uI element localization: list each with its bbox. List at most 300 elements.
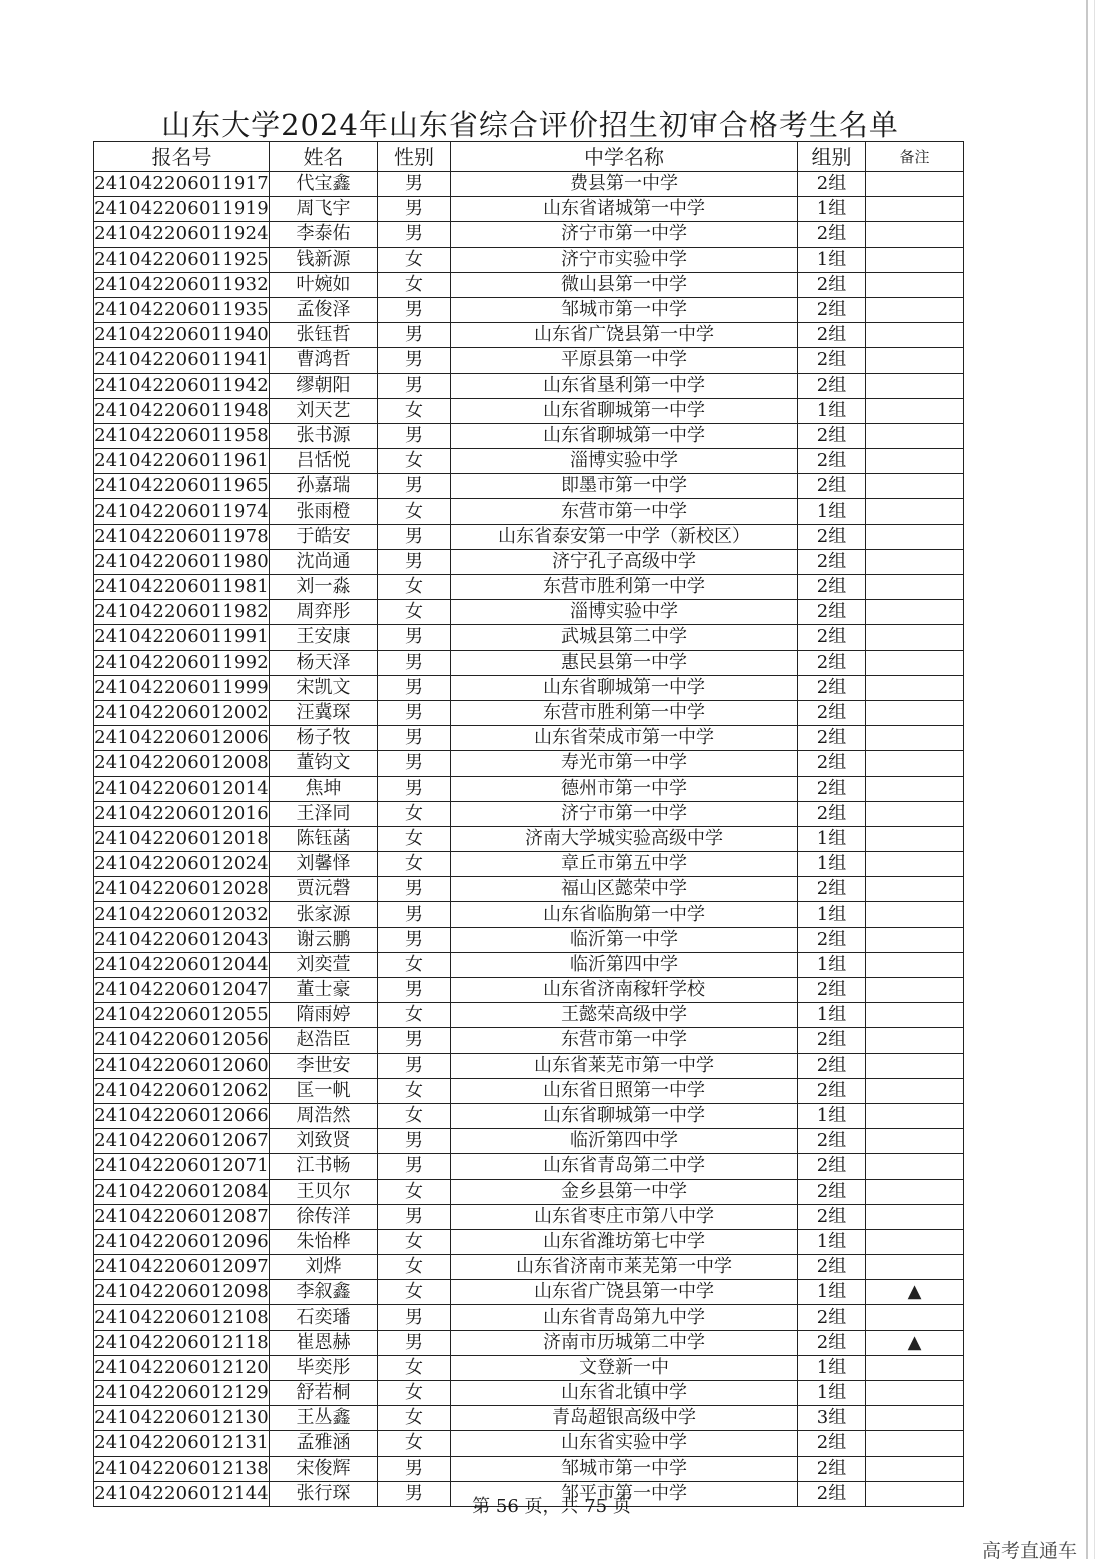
cell-group: 1组	[798, 1280, 866, 1305]
cell-school: 济宁市实验中学	[451, 247, 798, 272]
cell-name: 宋俊辉	[270, 1456, 378, 1481]
cell-name: 董士豪	[270, 978, 378, 1003]
cell-name: 吕恬悦	[270, 449, 378, 474]
cell-group: 2组	[798, 801, 866, 826]
cell-school: 山东省诸城第一中学	[451, 197, 798, 222]
cell-gender: 男	[378, 1330, 451, 1355]
cell-registration-no: 241042206012008	[94, 751, 270, 776]
cell-registration-no: 241042206011978	[94, 524, 270, 549]
cell-registration-no: 241042206012120	[94, 1355, 270, 1380]
cell-gender: 男	[378, 172, 451, 197]
cell-name: 王安康	[270, 625, 378, 650]
cell-school: 邹平市第一中学	[451, 1481, 798, 1506]
candidate-table	[93, 141, 964, 1507]
cell-name: 谢云鹏	[270, 927, 378, 952]
cell-gender: 女	[378, 499, 451, 524]
cell-school: 东营市第一中学	[451, 499, 798, 524]
cell-remark	[866, 222, 964, 247]
cell-gender: 女	[378, 952, 451, 977]
cell-gender: 女	[378, 600, 451, 625]
table-row	[94, 1330, 964, 1355]
cell-name: 匡一帆	[270, 1078, 378, 1103]
header-name: 姓名	[270, 142, 378, 172]
cell-group: 1组	[798, 852, 866, 877]
cell-school: 平原县第一中学	[451, 348, 798, 373]
cell-registration-no: 241042206012047	[94, 978, 270, 1003]
cell-remark	[866, 172, 964, 197]
cell-name: 江书畅	[270, 1154, 378, 1179]
cell-gender: 男	[378, 675, 451, 700]
cell-group: 2组	[798, 700, 866, 725]
table-row	[94, 1280, 964, 1305]
cell-gender: 男	[378, 776, 451, 801]
cell-name: 赵浩臣	[270, 1028, 378, 1053]
cell-remark	[866, 625, 964, 650]
cell-registration-no: 241042206012129	[94, 1381, 270, 1406]
table-row	[94, 323, 964, 348]
cell-group: 2组	[798, 1481, 866, 1506]
table-row	[94, 1406, 964, 1431]
cell-name: 徐传洋	[270, 1204, 378, 1229]
cell-name: 张家源	[270, 902, 378, 927]
cell-remark	[866, 247, 964, 272]
cell-remark	[866, 726, 964, 751]
cell-registration-no: 241042206012096	[94, 1229, 270, 1254]
cell-school: 山东省实验中学	[451, 1431, 798, 1456]
table-row	[94, 524, 964, 549]
table-row	[94, 952, 964, 977]
cell-registration-no: 241042206012087	[94, 1204, 270, 1229]
cell-registration-no: 241042206011999	[94, 675, 270, 700]
cell-registration-no: 241042206011982	[94, 600, 270, 625]
cell-name: 代宝鑫	[270, 172, 378, 197]
table-row	[94, 700, 964, 725]
cell-gender: 男	[378, 1204, 451, 1229]
cell-gender: 男	[378, 726, 451, 751]
cell-name: 张行琛	[270, 1481, 378, 1506]
cell-remark	[866, 1229, 964, 1254]
cell-remark	[866, 1431, 964, 1456]
cell-remark	[866, 1003, 964, 1028]
cell-group: 3组	[798, 1406, 866, 1431]
scan-edge-line	[1086, 0, 1088, 1559]
cell-school: 济宁市第一中学	[451, 222, 798, 247]
cell-group: 2组	[798, 323, 866, 348]
cell-gender: 男	[378, 1305, 451, 1330]
cell-gender: 女	[378, 1003, 451, 1028]
cell-name: 李泰佑	[270, 222, 378, 247]
cell-name: 李世安	[270, 1053, 378, 1078]
cell-school: 费县第一中学	[451, 172, 798, 197]
cell-school: 福山区懿荣中学	[451, 877, 798, 902]
cell-school: 寿光市第一中学	[451, 751, 798, 776]
table-row	[94, 499, 964, 524]
cell-remark	[866, 549, 964, 574]
table-row	[94, 272, 964, 297]
cell-remark	[866, 1028, 964, 1053]
remark-triangle-marker: ▲	[866, 1330, 964, 1355]
cell-name: 刘天艺	[270, 398, 378, 423]
cell-remark	[866, 1406, 964, 1431]
cell-school: 临沂第四中学	[451, 952, 798, 977]
cell-school: 山东省荣成市第一中学	[451, 726, 798, 751]
cell-gender: 男	[378, 348, 451, 373]
cell-name: 刘烨	[270, 1255, 378, 1280]
cell-school: 即墨市第一中学	[451, 474, 798, 499]
cell-remark	[866, 499, 964, 524]
cell-group: 1组	[798, 499, 866, 524]
cell-remark	[866, 1456, 964, 1481]
cell-group: 2组	[798, 650, 866, 675]
cell-group: 2组	[798, 1456, 866, 1481]
cell-group: 1组	[798, 952, 866, 977]
cell-school: 临沂第四中学	[451, 1129, 798, 1154]
table-row	[94, 852, 964, 877]
cell-remark	[866, 423, 964, 448]
cell-gender: 男	[378, 222, 451, 247]
cell-remark	[866, 801, 964, 826]
table-row	[94, 1103, 964, 1128]
cell-group: 2组	[798, 575, 866, 600]
cell-gender: 男	[378, 751, 451, 776]
cell-name: 杨天泽	[270, 650, 378, 675]
table-body	[94, 172, 964, 1507]
cell-registration-no: 241042206012071	[94, 1154, 270, 1179]
table-row	[94, 1229, 964, 1254]
cell-gender: 男	[378, 1481, 451, 1506]
cell-gender: 男	[378, 1053, 451, 1078]
table-row	[94, 398, 964, 423]
cell-group: 1组	[798, 1003, 866, 1028]
cell-gender: 女	[378, 801, 451, 826]
table-row	[94, 902, 964, 927]
header-registration-no: 报名号	[94, 142, 270, 172]
cell-group: 1组	[798, 1381, 866, 1406]
remark-triangle-marker: ▲	[866, 1280, 964, 1305]
cell-registration-no: 241042206012002	[94, 700, 270, 725]
table-row	[94, 978, 964, 1003]
cell-school: 邹城市第一中学	[451, 297, 798, 322]
table-row	[94, 1154, 964, 1179]
table-row	[94, 1355, 964, 1380]
table-row	[94, 1129, 964, 1154]
cell-registration-no: 241042206011961	[94, 449, 270, 474]
cell-group: 2组	[798, 222, 866, 247]
header-school: 中学名称	[451, 142, 798, 172]
cell-gender: 女	[378, 1078, 451, 1103]
cell-gender: 女	[378, 1103, 451, 1128]
table-row	[94, 1204, 964, 1229]
cell-remark	[866, 449, 964, 474]
cell-remark	[866, 1129, 964, 1154]
cell-name: 周飞宇	[270, 197, 378, 222]
cell-gender: 男	[378, 650, 451, 675]
cell-registration-no: 241042206012028	[94, 877, 270, 902]
table-row	[94, 474, 964, 499]
cell-remark	[866, 776, 964, 801]
cell-gender: 女	[378, 1179, 451, 1204]
cell-registration-no: 241042206012067	[94, 1129, 270, 1154]
table-row	[94, 348, 964, 373]
cell-remark	[866, 650, 964, 675]
cell-name: 曹鸿哲	[270, 348, 378, 373]
cell-group: 2组	[798, 373, 866, 398]
cell-gender: 男	[378, 373, 451, 398]
cell-group: 2组	[798, 726, 866, 751]
cell-registration-no: 241042206012060	[94, 1053, 270, 1078]
table-row	[94, 1305, 964, 1330]
cell-school: 山东省日照第一中学	[451, 1078, 798, 1103]
cell-group: 1组	[798, 902, 866, 927]
watermark-text: 高考直通车	[981, 1540, 1077, 1562]
cell-remark	[866, 751, 964, 776]
cell-remark	[866, 1179, 964, 1204]
table-row	[94, 927, 964, 952]
table-row	[94, 247, 964, 272]
cell-registration-no: 241042206011992	[94, 650, 270, 675]
cell-name: 崔恩赫	[270, 1330, 378, 1355]
cell-name: 孟俊泽	[270, 297, 378, 322]
cell-gender: 男	[378, 323, 451, 348]
cell-gender: 女	[378, 1255, 451, 1280]
cell-school: 济南大学城实验高级中学	[451, 826, 798, 851]
cell-group: 2组	[798, 1330, 866, 1355]
cell-gender: 男	[378, 549, 451, 574]
table-row	[94, 297, 964, 322]
cell-name: 刘一淼	[270, 575, 378, 600]
cell-group: 1组	[798, 197, 866, 222]
cell-group: 2组	[798, 1078, 866, 1103]
cell-remark	[866, 1381, 964, 1406]
cell-school: 青岛超银高级中学	[451, 1406, 798, 1431]
header-remark: 备注	[866, 142, 964, 172]
cell-school: 济宁市第一中学	[451, 801, 798, 826]
cell-name: 周弈彤	[270, 600, 378, 625]
cell-gender: 女	[378, 272, 451, 297]
cell-gender: 女	[378, 1355, 451, 1380]
cell-name: 张雨橙	[270, 499, 378, 524]
cell-gender: 女	[378, 398, 451, 423]
table-row	[94, 423, 964, 448]
cell-registration-no: 241042206012066	[94, 1103, 270, 1128]
cell-registration-no: 241042206012138	[94, 1456, 270, 1481]
cell-name: 舒若桐	[270, 1381, 378, 1406]
cell-registration-no: 241042206012014	[94, 776, 270, 801]
cell-group: 2组	[798, 625, 866, 650]
cell-group: 2组	[798, 474, 866, 499]
cell-registration-no: 241042206011958	[94, 423, 270, 448]
cell-gender: 男	[378, 700, 451, 725]
cell-registration-no: 241042206012016	[94, 801, 270, 826]
cell-school: 惠民县第一中学	[451, 650, 798, 675]
cell-name: 朱怡桦	[270, 1229, 378, 1254]
cell-gender: 男	[378, 423, 451, 448]
cell-name: 钱新源	[270, 247, 378, 272]
cell-registration-no: 241042206012098	[94, 1280, 270, 1305]
cell-group: 2组	[798, 1179, 866, 1204]
cell-name: 王丛鑫	[270, 1406, 378, 1431]
cell-registration-no: 241042206012024	[94, 852, 270, 877]
cell-group: 2组	[798, 423, 866, 448]
table-row	[94, 1255, 964, 1280]
table-row	[94, 877, 964, 902]
table-row	[94, 1003, 964, 1028]
cell-name: 焦坤	[270, 776, 378, 801]
cell-gender: 女	[378, 826, 451, 851]
cell-group: 2组	[798, 1305, 866, 1330]
cell-remark	[866, 348, 964, 373]
cell-remark	[866, 398, 964, 423]
cell-registration-no: 241042206012118	[94, 1330, 270, 1355]
cell-gender: 男	[378, 1154, 451, 1179]
cell-school: 东营市胜利第一中学	[451, 575, 798, 600]
cell-school: 邹城市第一中学	[451, 1456, 798, 1481]
cell-school: 山东省济南稼轩学校	[451, 978, 798, 1003]
cell-registration-no: 241042206011917	[94, 172, 270, 197]
cell-registration-no: 241042206012044	[94, 952, 270, 977]
cell-gender: 女	[378, 1406, 451, 1431]
cell-registration-no: 241042206011991	[94, 625, 270, 650]
cell-remark	[866, 675, 964, 700]
cell-name: 隋雨婷	[270, 1003, 378, 1028]
table-row	[94, 549, 964, 574]
cell-school: 武城县第二中学	[451, 625, 798, 650]
table-row	[94, 826, 964, 851]
table-row	[94, 1431, 964, 1456]
cell-school: 山东省泰安第一中学（新校区）	[451, 524, 798, 549]
cell-group: 2组	[798, 1129, 866, 1154]
cell-group: 2组	[798, 1154, 866, 1179]
cell-group: 1组	[798, 1229, 866, 1254]
cell-group: 2组	[798, 1204, 866, 1229]
cell-school: 山东省潍坊第七中学	[451, 1229, 798, 1254]
cell-group: 2组	[798, 978, 866, 1003]
table-row	[94, 373, 964, 398]
cell-remark	[866, 575, 964, 600]
table-row	[94, 449, 964, 474]
cell-registration-no: 241042206011981	[94, 575, 270, 600]
cell-registration-no: 241042206012006	[94, 726, 270, 751]
cell-school: 王懿荣高级中学	[451, 1003, 798, 1028]
cell-name: 王贝尔	[270, 1179, 378, 1204]
cell-gender: 女	[378, 852, 451, 877]
cell-name: 刘馨怿	[270, 852, 378, 877]
cell-registration-no: 241042206012032	[94, 902, 270, 927]
cell-gender: 男	[378, 297, 451, 322]
header-group: 组别	[798, 142, 866, 172]
cell-school: 山东省聊城第一中学	[451, 423, 798, 448]
cell-gender: 男	[378, 902, 451, 927]
cell-name: 贾沅磬	[270, 877, 378, 902]
table-row	[94, 1078, 964, 1103]
cell-school: 文登新一中	[451, 1355, 798, 1380]
cell-gender: 女	[378, 247, 451, 272]
cell-group: 2组	[798, 549, 866, 574]
table-row	[94, 801, 964, 826]
cell-group: 2组	[798, 776, 866, 801]
cell-registration-no: 241042206011935	[94, 297, 270, 322]
cell-registration-no: 241042206011925	[94, 247, 270, 272]
cell-group: 2组	[798, 675, 866, 700]
cell-gender: 男	[378, 625, 451, 650]
cell-gender: 男	[378, 1129, 451, 1154]
cell-registration-no: 241042206011941	[94, 348, 270, 373]
cell-group: 1组	[798, 826, 866, 851]
cell-group: 2组	[798, 927, 866, 952]
cell-registration-no: 241042206011932	[94, 272, 270, 297]
cell-gender: 男	[378, 877, 451, 902]
cell-school: 山东省广饶县第一中学	[451, 323, 798, 348]
cell-gender: 男	[378, 474, 451, 499]
table-row	[94, 172, 964, 197]
table-row	[94, 1053, 964, 1078]
cell-remark	[866, 297, 964, 322]
cell-group: 1组	[798, 398, 866, 423]
cell-name: 陈钰菡	[270, 826, 378, 851]
cell-school: 山东省莱芜市第一中学	[451, 1053, 798, 1078]
cell-group: 2组	[798, 272, 866, 297]
cell-registration-no: 241042206012108	[94, 1305, 270, 1330]
cell-group: 2组	[798, 297, 866, 322]
cell-name: 董钧文	[270, 751, 378, 776]
table-row	[94, 222, 964, 247]
cell-school: 山东省青岛第二中学	[451, 1154, 798, 1179]
cell-school: 山东省聊城第一中学	[451, 398, 798, 423]
cell-name: 杨子牧	[270, 726, 378, 751]
cell-school: 临沂第一中学	[451, 927, 798, 952]
cell-group: 2组	[798, 877, 866, 902]
cell-school: 济南市历城第二中学	[451, 1330, 798, 1355]
cell-gender: 男	[378, 1028, 451, 1053]
cell-name: 汪冀琛	[270, 700, 378, 725]
table-row	[94, 776, 964, 801]
document-title: 山东大学2024年山东省综合评价招生初审合格考生名单	[161, 108, 899, 142]
cell-remark	[866, 1255, 964, 1280]
header-gender: 性别	[378, 142, 451, 172]
page-number: 第 56 页，共 75 页	[472, 1496, 631, 1517]
cell-school: 淄博实验中学	[451, 600, 798, 625]
cell-registration-no: 241042206011974	[94, 499, 270, 524]
cell-school: 山东省北镇中学	[451, 1381, 798, 1406]
cell-remark	[866, 978, 964, 1003]
cell-registration-no: 241042206012062	[94, 1078, 270, 1103]
cell-school: 济宁孔子高级中学	[451, 549, 798, 574]
cell-name: 叶婉如	[270, 272, 378, 297]
cell-registration-no: 241042206012084	[94, 1179, 270, 1204]
cell-gender: 女	[378, 1381, 451, 1406]
cell-school: 章丘市第五中学	[451, 852, 798, 877]
table-row	[94, 1456, 964, 1481]
table-row	[94, 1381, 964, 1406]
cell-school: 山东省垦利第一中学	[451, 373, 798, 398]
cell-name: 毕奕彤	[270, 1355, 378, 1380]
cell-registration-no: 241042206012130	[94, 1406, 270, 1431]
cell-remark	[866, 902, 964, 927]
cell-remark	[866, 1355, 964, 1380]
cell-registration-no: 241042206012131	[94, 1431, 270, 1456]
cell-gender: 女	[378, 449, 451, 474]
cell-remark	[866, 524, 964, 549]
cell-group: 2组	[798, 1255, 866, 1280]
cell-group: 2组	[798, 751, 866, 776]
cell-group: 2组	[798, 524, 866, 549]
cell-group: 1组	[798, 1103, 866, 1128]
cell-group: 2组	[798, 172, 866, 197]
cell-registration-no: 241042206012018	[94, 826, 270, 851]
cell-name: 张书源	[270, 423, 378, 448]
cell-school: 山东省聊城第一中学	[451, 675, 798, 700]
cell-school: 金乡县第一中学	[451, 1179, 798, 1204]
